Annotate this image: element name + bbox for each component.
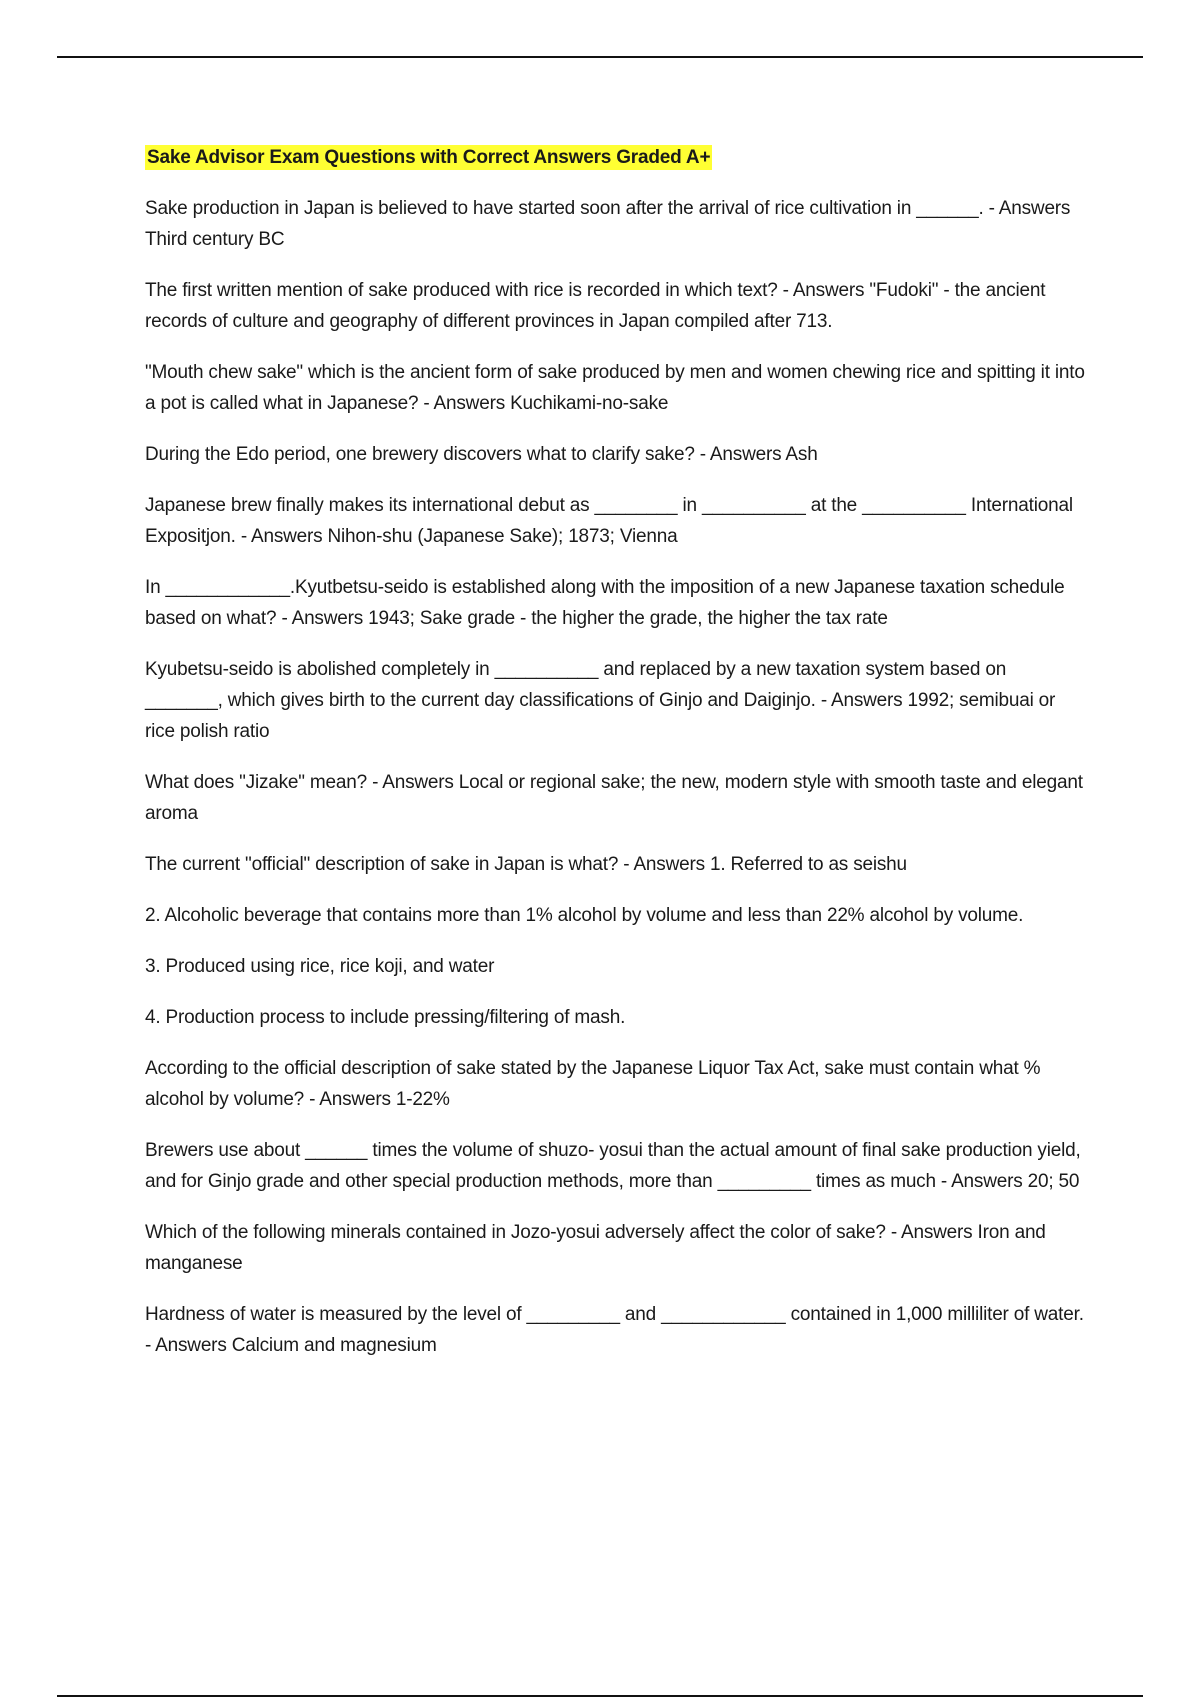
- qa-paragraph: The first written mention of sake produced with rice is recorded in which text? - Answers "Fudoki" - the ancient records of culture and geography of different provinces in Japan compiled after 713.: [145, 280, 1046, 332]
- qa-paragraph: Japanese brew finally makes its international debut as ________ in __________ at the __________ International Expositjon. - Answers Nihon-shu (Japanese Sake); 1873; Vienna: [145, 495, 1073, 547]
- qa-paragraph: During the Edo period, one brewery discovers what to clarify sake? - Answers Ash: [145, 444, 818, 465]
- qa-paragraph: Hardness of water is measured by the level of _________ and ____________ contained in 1,000 milliliter of water. - Answers Calcium and magnesium: [145, 1304, 1084, 1356]
- document-title-text: Sake Advisor Exam Questions with Correct Answers Graded A+: [147, 147, 711, 168]
- qa-paragraph: Brewers use about ______ times the volume of shuzo- yosui than the actual amount of final sake production yield, and for Ginjo grade and other special production methods, more than _________ times as much - Answers 20; 50: [145, 1140, 1081, 1192]
- qa-paragraph: Which of the following minerals contained in Jozo-yosui adversely affect the color of sake? - Answers Iron and manganese: [145, 1222, 1046, 1274]
- qa-paragraph: The current "official" description of sake in Japan is what? - Answers 1. Referred to as seishu: [145, 854, 907, 875]
- footer-rule: [57, 1695, 1143, 1697]
- qa-paragraph: Kyubetsu-seido is abolished completely in __________ and replaced by a new taxation system based on _______, which gives birth to the current day classifications of Ginjo and Daiginjo. - Answers 1992; semibuai or rice polish ratio: [145, 659, 1056, 742]
- qa-paragraph: "Mouth chew sake" which is the ancient form of sake produced by men and women chewing rice and spitting it into a pot is called what in Japanese? - Answers Kuchikami-no-sake: [145, 362, 1085, 414]
- qa-paragraph: According to the official description of sake stated by the Japanese Liquor Tax Act, sake must contain what % alcohol by volume? - Answers 1-22%: [145, 1058, 1041, 1110]
- qa-list-item: 4. Production process to include pressing/filtering of mash.: [145, 1007, 626, 1028]
- qa-list-item: 3. Produced using rice, rice koji, and water: [145, 956, 495, 977]
- document-body: [145, 142, 1085, 1381]
- qa-paragraph: What does "Jizake" mean? - Answers Local or regional sake; the new, modern style with smooth taste and elegant aroma: [145, 772, 1083, 824]
- qa-paragraph: In ____________.Kyutbetsu-seido is established along with the imposition of a new Japanese taxation schedule based on what? - Answers 1943; Sake grade - the higher the grade, the higher the tax rate: [145, 577, 1065, 629]
- header-rule: [57, 56, 1143, 58]
- qa-list-item: 2. Alcoholic beverage that contains more than 1% alcohol by volume and less than 22% alcohol by volume.: [145, 905, 1024, 926]
- qa-paragraph: Sake production in Japan is believed to have started soon after the arrival of rice cultivation in ______. - Answers Third century BC: [145, 198, 1071, 250]
- document-title: [145, 142, 1085, 173]
